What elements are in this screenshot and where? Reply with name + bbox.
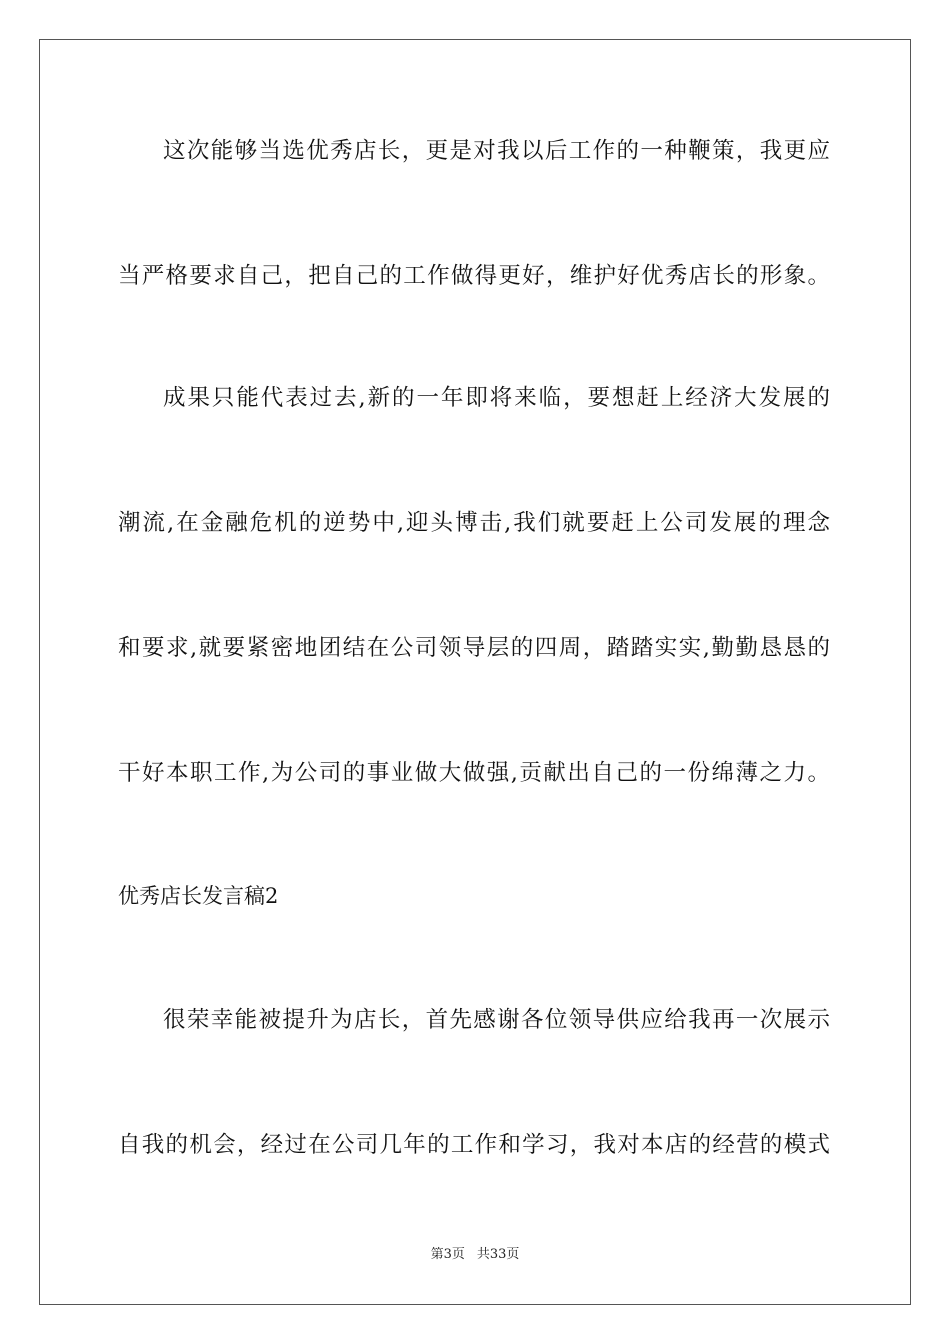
paragraph-line: 潮流,在金融危机的逆势中,迎头博击,我们就要赶上公司发展的理念 xyxy=(118,510,830,536)
paragraph-line: 当严格要求自己，把自己的工作做得更好，维护好优秀店长的形象。 xyxy=(118,263,830,289)
paragraph-line: 这次能够当选优秀店长，更是对我以后工作的一种鞭策，我更应 xyxy=(163,138,830,164)
page-total: 共33页 xyxy=(476,1247,520,1262)
page-footer xyxy=(0,1246,950,1264)
section-heading: 优秀店长发言稿2 xyxy=(118,884,279,908)
paragraph-line: 自我的机会，经过在公司几年的工作和学习，我对本店的经营的模式 xyxy=(118,1132,830,1158)
paragraph-line: 成果只能代表过去,新的一年即将来临，要想赶上经济大发展的 xyxy=(163,385,830,411)
page-border xyxy=(39,39,911,1305)
paragraph-line: 干好本职工作,为公司的事业做大做强,贡献出自己的一份绵薄之力。 xyxy=(118,760,830,786)
page-number: 第3页 xyxy=(430,1247,465,1262)
paragraph-line: 和要求,就要紧密地团结在公司领导层的四周，踏踏实实,勤勤恳恳的 xyxy=(118,635,830,661)
paragraph-line: 很荣幸能被提升为店长，首先感谢各位领导供应给我再一次展示 xyxy=(163,1007,830,1033)
